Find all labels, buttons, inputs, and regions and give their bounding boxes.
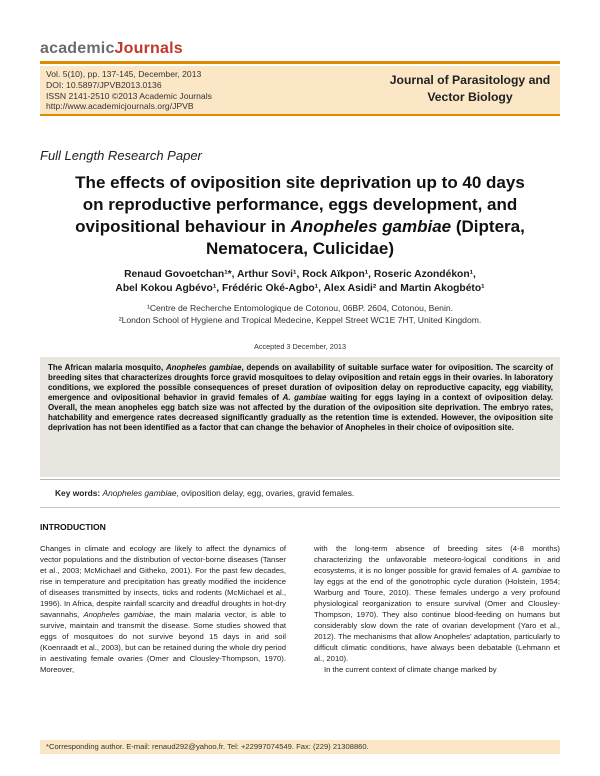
abstract-text [48, 363, 553, 433]
affiliation-1: ¹Centre de Recherche Entomologique de Cotonou, 06BP. 2604, Cotonou, Benin. [146, 303, 454, 313]
authors-line1: Renaud Govoetchan¹*, Arthur Sovi¹, Rock Aïkpon¹, Roseric Azondékon¹, [124, 269, 476, 280]
paper-type: Full Length Research Paper [40, 148, 202, 163]
affiliation-2: ²London School of Hygiene and Tropical Medecine, Keppel Street WC1E 7HT, United Kingdom. [118, 314, 482, 325]
abstract-species-short: A. gambiae [282, 392, 327, 402]
col1-text-a: Changes in climate and ecology are likely to affect the dynamics of vector populations and the distribution of vector-borne diseases (Tanser et al., 2003; McMichael and Githeko, 2001). For the past few decades, rise in temperature and precipitation has greatly modified the incidence of diseases transmitted by insects, ticks and rodents (McMichael et al., 1996). In Africa, despite rainfall scarcity and dreadful droughts in hot-dry savannahs, [40, 544, 286, 619]
paper-title [40, 172, 560, 260]
keywords-rule [40, 507, 560, 508]
col1-species: Anopheles gambiae [83, 610, 154, 619]
keywords-label: Key words: [55, 488, 101, 498]
title-species: Anopheles gambiae [290, 217, 452, 236]
body-column-left [40, 543, 286, 675]
journal-name-line2: Vector Biology [427, 90, 513, 104]
journal-name-line1: Journal of Parasitology and [389, 73, 551, 87]
accepted-date: Accepted 3 December, 2013 [253, 342, 347, 351]
logo-text-academic: academic [40, 40, 115, 57]
body-column-right [314, 543, 560, 675]
title-line4: Nematocera, Culicidae) [205, 239, 394, 258]
paragraph [314, 543, 560, 664]
keywords-rest: , oviposition delay, egg, ovaries, gravid females. [176, 488, 355, 498]
keywords [55, 488, 555, 498]
authors-line2: Abel Kokou Agbévo¹, Frédéric Oké-Agbo¹, Alex Asidi² and Martin Akogbéto¹ [115, 283, 485, 294]
meta-doi: DOI: 10.5897/JPVB2013.0136 [46, 79, 162, 90]
abstract-part5: waiting for eggs laying in a context of oviposition delay. Overall, the mean anopheles egg batch size was not affected by the duration of the oviposition site deprivation. The embryo rates, hatchability and emergence rates decreased significantly gradually as the retention time is extended. However, the oviposition site deprivation has not been identified as a factor that can change the behavior of Anopheles in their choice of oviposition site. [48, 392, 553, 432]
title-line3 [40, 216, 560, 238]
title-line1: The effects of oviposition site deprivation up to 40 days [75, 173, 525, 192]
meta-issn: ISSN 2141-2510 ©2013 Academic Journals [46, 90, 212, 101]
title-line2: on reproductive performance, eggs development, and [82, 195, 518, 214]
author-list [40, 268, 560, 296]
section-heading-introduction: INTRODUCTION [40, 522, 106, 532]
title-line3-c: (Diptera, [451, 217, 525, 236]
issue-metadata [46, 69, 212, 112]
col2-species: A. gambiae [511, 566, 552, 575]
meta-url[interactable]: http://www.academicjournals.org/JPVB [46, 101, 194, 112]
title-line3-a: ovipositional behaviour in [75, 217, 291, 236]
paragraph [40, 543, 286, 675]
header-rule [40, 61, 560, 64]
abstract-rule [40, 479, 560, 480]
paragraph: In the current context of climate change marked by [324, 665, 497, 674]
abstract-part3: , depends on availability of suitable surface water for oviposition. The scarcity of breeding sites that characterizes droughts force gravid mosquitoes to delay oviposition and retain eggs in their ovaries. In laboratory conditions, we explored the possible consequences of preset duration of oviposition delay on reproductive capacity, egg viability, emergence and ovipositional behavior in gravid females of [48, 363, 553, 402]
col1-text-c: , the main malaria vector, is able to survive, maintain and transmit the disease. Some studies showed that eggs of mosquitoes do not survive beyond 15 days in arid soil (Koenraadt et al., 2003), but can be retained during the whole dry period in aestivating female ovaries (Omer and Clousley-Thompson, 1970). Moreover, [40, 610, 286, 674]
col2-text-c: to lay eggs at the end of the gonotrophic cycle duration (Holstein, 1954; Warburg and Toure, 2010). These females undergo a very profound physiological reorganization to ensure survival (Omer and Clousley-Thompson, 1970). They also continue blood-feeding on humans but considerably slow down the rate of ovarian development (Yaro et al., 2012). The mechanisms that allow Anopheles’ adaptation, particularly to difficult climatic conditions, have always been debatable (Lehmann et al., 2010). [314, 566, 560, 663]
affiliations [40, 303, 560, 326]
keywords-species: Anopheles gambiae [102, 488, 177, 498]
journal-name [382, 72, 558, 106]
logo-text-journals: Journals [114, 40, 183, 57]
col2-text-a: with the long-term absence of breeding sites (4-8 months) characterizing the unfavorable meteoro-logical conditions in arid ecosystems, it is no longer possible for gravid females of [314, 544, 560, 575]
meta-volume: Vol. 5(10), pp. 137-145, December, 2013 [46, 69, 202, 79]
header-bottom-rule [40, 114, 560, 116]
abstract-part1: The African malaria mosquito, [48, 363, 166, 372]
abstract-species: Anopheles gambiae [165, 363, 242, 372]
publisher-logo [40, 40, 183, 58]
corresponding-author-footnote: *Corresponding author. E-mail: renaud292@yahoo.fr. Tel: +22997074549. Fax: (229) 21308860. [46, 742, 369, 751]
